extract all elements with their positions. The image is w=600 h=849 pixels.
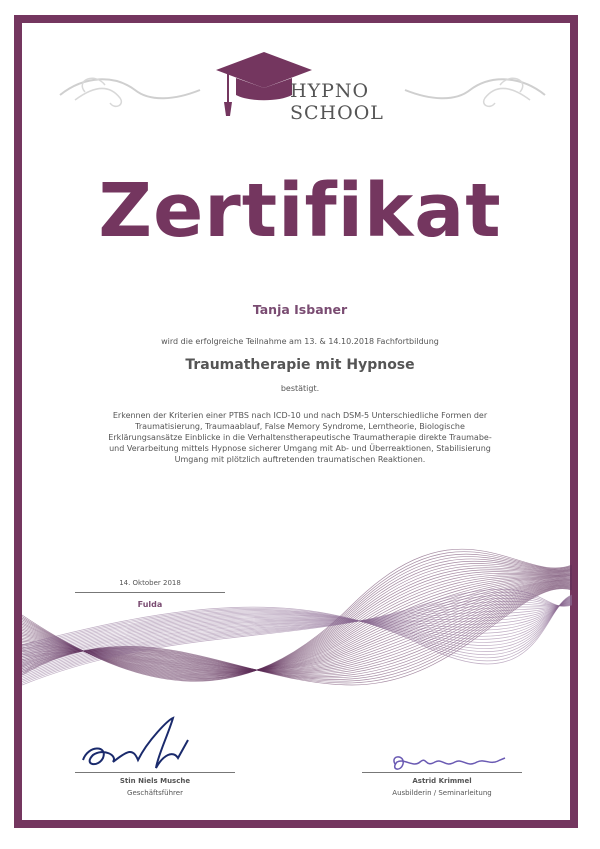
course-title: Traumatherapie mit Hypnose [185,357,415,373]
signature-line-1 [75,772,235,773]
right-ornament [400,70,550,120]
certificate-title: Zertifikat [98,168,502,254]
course-description: Erkennen der Kriterien einer PTBS nach ICD-10 und nach DSM-5 Unterschiedliche Formen der Traumatisierung, Traumaablauf, False Memory Syndrome, Lerntheorie, Biologische Erklärungsansätze Einblicke in die Verhaltenstherapeutische Traumatherapie direkte Traumabe- und Verarbeitung mittels Hypnose sicherer Umgang mit Ab- und Überreaktionen, Stabilisierung Umgang mit plötzlich auftretenden traumatischen Reaktionen. [108,411,492,464]
signatory-1-name: Stin Niels Musche [119,777,191,785]
logo-line1: HYPNO [290,80,370,102]
logo-text [290,80,384,124]
hypno-school-logo [214,50,394,130]
participation-text: wird die erfolgreiche Teilnahme am 13. & 14.10.2018 Fachfortbildung [161,337,439,346]
certificate-date: 14. Oktober 2018 [119,579,181,587]
signature-line-2 [362,772,522,773]
certificate-place: Fulda [137,600,163,609]
wave-ornament [22,545,572,730]
signatory-2-role: Ausbilderin / Seminarleitung [392,789,492,797]
signatory-2-name: Astrid Krimmel [412,777,472,785]
recipient-name: Tanja Isbaner [252,302,348,317]
signatory-1-role: Geschäftsführer [127,789,183,797]
left-ornament [55,70,205,120]
logo-line2: SCHOOL [290,102,384,124]
signature-1 [78,710,198,775]
confirmed-text: bestätigt. [280,384,320,393]
date-line [75,592,225,593]
